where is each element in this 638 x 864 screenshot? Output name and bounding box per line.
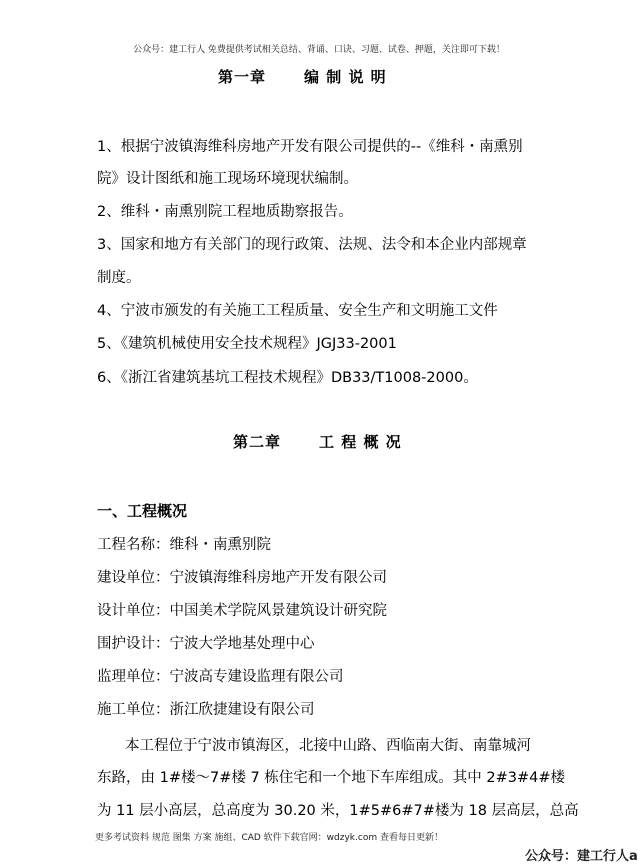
description-line: 东路，由 1#楼～7#楼 7 栋住宅和一个地下车库组成。其中 2#3#4#楼 (97, 770, 566, 786)
basis-line: 制度。 (97, 270, 141, 286)
section-1-title: 一、工程概况 (97, 502, 188, 520)
project-info-line: 施工单位：浙江欣捷建设有限公司 (97, 702, 315, 718)
basis-line: 5、《建筑机械使用安全技术规程》JGJ33-2001 (97, 336, 397, 352)
header-note: 公众号：建工行人 免费提供考试相关总结、背诵、口诀、习题、试卷、押题，关注即可下载！ (133, 45, 505, 55)
basis-line: 1、根据宁波镇海维科房地产开发有限公司提供的--《维科・南熏别 (97, 139, 523, 155)
basis-line: 3、国家和地方有关部门的现行政策、法规、法令和本企业内部规章 (97, 237, 527, 253)
chapter-1-title: 编 制 说 明 (304, 68, 387, 86)
project-info-line: 监理单位：宁波高专建设监理有限公司 (97, 669, 344, 685)
project-info-line: 设计单位：中国美术学院风景建筑设计研究院 (97, 603, 387, 619)
basis-line: 院》设计图纸和施工现场环境现状编制。 (97, 171, 358, 187)
project-info-line: 工程名称：维科・南熏别院 (97, 537, 271, 553)
basis-line: 4、宁波市颁发的有关施工工程质量、安全生产和文明施工文件 (97, 303, 498, 319)
chapter-2-title: 工 程 概 况 (319, 433, 402, 451)
chapter-2-number: 第二章 (233, 433, 282, 451)
footer-note: 更多考试资料 规范 图集 方案 施组、CAD 软件下载官网：wdzyk.com 查看每日更新！ (95, 833, 443, 843)
basis-line: 2、维科・南熏别院工程地质勘察报告。 (97, 204, 353, 220)
chapter-1-number: 第一章 (218, 68, 267, 86)
basis-line: 6、《浙江省建筑基坑工程技术规程》DB33/T1008-2000。 (97, 370, 478, 386)
footer-watermark: 公众号：建工行人a (525, 849, 638, 864)
project-info-line: 围护设计：宁波大学地基处理中心 (97, 636, 315, 652)
description-line: 为 11 层小高层，总高度为 30.20 米，1#5#6#7#楼为 18 层高层，总高 (97, 803, 579, 819)
chapter-2-heading (233, 431, 402, 452)
description-line: 本工程位于宁波市镇海区，北接中山路、西临南大街、南靠城河 (125, 738, 531, 754)
project-info-line: 建设单位：宁波镇海维科房地产开发有限公司 (97, 570, 387, 586)
chapter-1-heading (218, 66, 387, 87)
